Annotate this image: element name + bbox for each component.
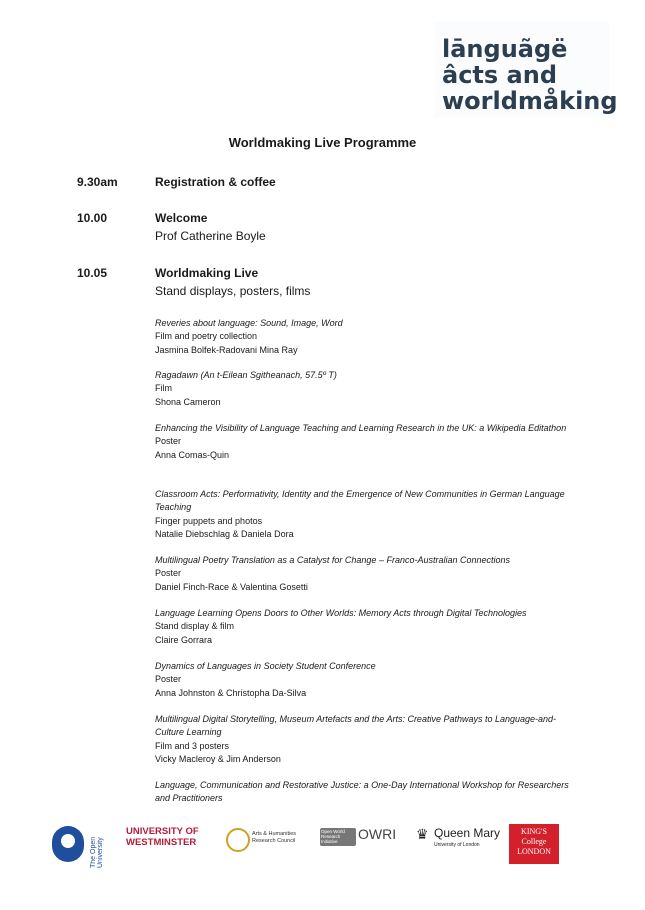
page-title: Worldmaking Live Programme: [228, 135, 417, 150]
queen-mary-logo: Queen Mary: [434, 826, 501, 840]
item-type: Film and poetry collection: [155, 331, 258, 342]
item-title: Reveries about language: Sound, Image, Word: [155, 318, 343, 328]
language-acts-logo: [434, 22, 618, 118]
westminster-logo: UNIVERSITY OF WESTMINSTER: [126, 826, 199, 848]
item-title: Multilingual Digital Storytelling, Museum Artefacts and the Arts: Creative Pathways to Language-and-Culture Learning: [155, 714, 557, 738]
session-subtext: Stand displays, posters, films: [155, 284, 311, 298]
owri-bubble-icon: Open World Research Initiative: [320, 828, 356, 846]
programme-item: [155, 369, 575, 409]
programme-item: [155, 488, 575, 541]
queen-mary-sub: University of London: [434, 842, 480, 848]
item-people: Vicky Macleroy & Jim Anderson: [155, 753, 281, 764]
time-label: 10.00: [77, 211, 108, 225]
programme-item: [155, 607, 575, 647]
programme-item: [155, 713, 575, 766]
partner-logos: [0, 820, 645, 880]
item-people: Daniel Finch-Race & Valentina Gosetti: [155, 581, 308, 592]
item-title: Language, Communication and Restorative Justice: a One-Day International Workshop for Researchers and Practitioners: [155, 780, 569, 804]
item-title: Ragadawn (An t-Eilean Sgitheanach, 57.5º T): [155, 370, 337, 380]
time-label: 10.05: [77, 266, 108, 280]
session-heading: Registration & coffee: [155, 175, 276, 189]
item-title: Classroom Acts: Performativity, Identity and the Emergence of New Communities in German Language Teaching: [155, 489, 565, 513]
time-label: 9.30am: [77, 175, 118, 189]
item-type: Film: [155, 383, 172, 394]
item-type: Film and 3 posters: [155, 740, 230, 751]
logo-line-2: âcts and: [442, 61, 557, 89]
item-type: Poster: [155, 436, 182, 447]
session-heading: Welcome: [155, 211, 208, 225]
programme-item: [155, 554, 575, 594]
item-title: Language Learning Opens Doors to Other Worlds: Memory Acts through Digital Technologies: [155, 608, 527, 618]
item-people: Shona Cameron: [155, 396, 221, 407]
open-university-label: The Open University: [90, 836, 104, 868]
programme-item: [155, 779, 575, 806]
item-people: Natalie Diebschlag & Daniela Dora: [155, 528, 294, 539]
ahrc-ring-icon: [226, 828, 250, 852]
ahrc-label: Arts & Humanities Research Council: [252, 831, 297, 844]
owri-logo: OWRI: [358, 826, 397, 842]
item-people: Jasmina Bolfek-Radovani Mina Ray: [155, 344, 298, 355]
item-people: Anna Johnston & Christopha Da-Silva: [155, 687, 307, 698]
session-subtext: Prof Catherine Boyle: [155, 229, 266, 243]
programme-item: [155, 422, 575, 462]
programme-item: [155, 660, 575, 700]
item-title: Dynamics of Languages in Society Student Conference: [155, 661, 376, 671]
item-people: Anna Comas-Quin: [155, 449, 230, 460]
item-title: Enhancing the Visibility of Language Teaching and Learning Research in the UK: a Wikipedia Editathon: [155, 423, 567, 433]
session-heading: Worldmaking Live: [155, 266, 259, 280]
item-type: Poster: [155, 568, 182, 579]
logo-line-1: lānguãgë: [442, 35, 568, 63]
logo-line-3: worldmåking: [442, 87, 618, 115]
item-type: Poster: [155, 674, 182, 685]
item-type: Stand display & film: [155, 621, 235, 632]
item-title: Multilingual Poetry Translation as a Catalyst for Change – Franco-Australian Connections: [155, 555, 511, 565]
item-type: Finger puppets and photos: [155, 515, 263, 526]
programme-item: [155, 317, 575, 357]
crown-icon: ♛: [416, 826, 429, 842]
item-people: Claire Gorrara: [155, 634, 213, 645]
kings-college-logo: KING'S College LONDON: [509, 824, 559, 864]
open-university-shield-icon: [52, 826, 84, 862]
